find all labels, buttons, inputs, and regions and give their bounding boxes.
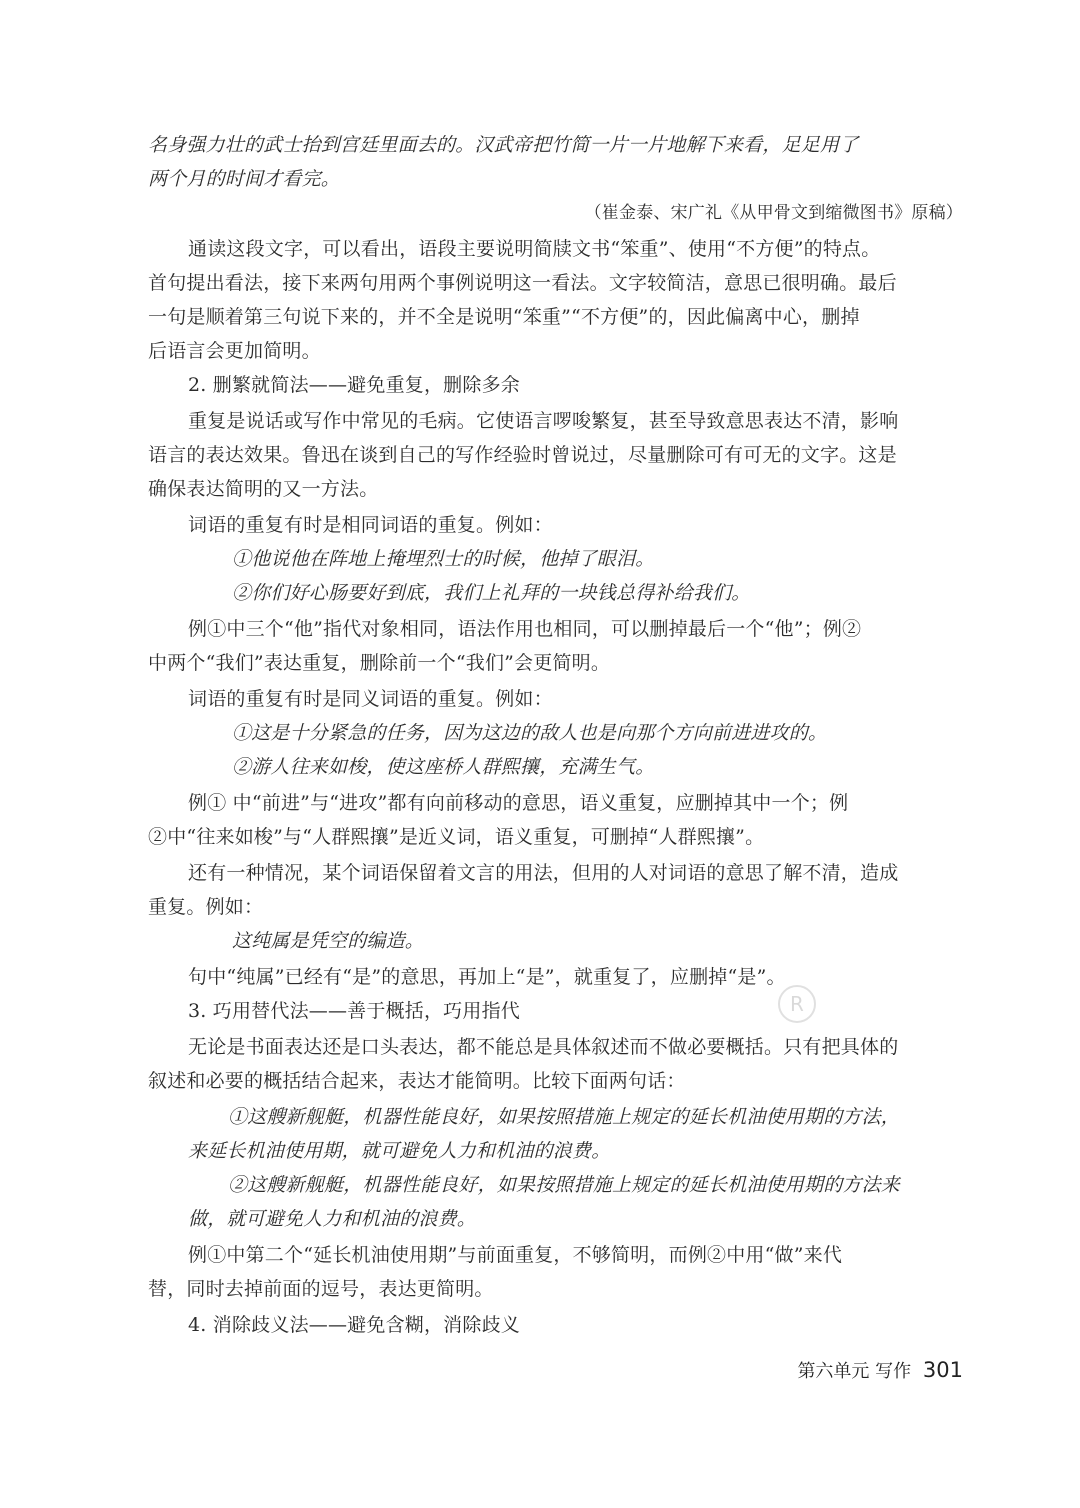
paragraph-line: 替，同时去掉前面的逗号，表达更简明。 bbox=[148, 1278, 494, 1300]
example-line: ②你们好心肠要好到底，我们上礼拜的一块钱总得补给我们。 bbox=[232, 582, 751, 604]
paragraph-line: 重复是说话或写作中常见的毛病。它使语言啰唆繁复，甚至导致意思表达不清，影响 bbox=[188, 410, 899, 432]
paragraph-line: 通读这段文字，可以看出，语段主要说明简牍文书“笨重”、使用“不方便”的特点。 bbox=[188, 238, 881, 260]
source-citation: （崔金泰、宋广礼《从甲骨文到缩微图书》原稿） bbox=[584, 203, 963, 223]
section-heading: 3. 巧用替代法——善于概括，巧用指代 bbox=[188, 1000, 520, 1022]
paragraph-line: 中两个“我们”表达重复，删除前一个“我们”会更简明。 bbox=[148, 652, 611, 674]
paragraph-line: 一句是顺着第三句说下来的，并不全是说明“笨重”“不方便”的，因此偏离中心，删掉 bbox=[148, 306, 860, 328]
paragraph-line: 例① 中“前进”与“进攻”都有向前移动的意思，语义重复，应删掉其中一个；例 bbox=[188, 792, 849, 814]
paragraph-line: 词语的重复有时是同义词语的重复。例如： bbox=[188, 688, 553, 710]
section-heading: 4. 消除歧义法——避免含糊，消除歧义 bbox=[188, 1314, 520, 1336]
paragraph-line: 语言的表达效果。鲁迅在谈到自己的写作经验时曾说过，尽量删除可有可无的文字。这是 bbox=[148, 444, 897, 466]
paragraph-line: 叙述和必要的概括结合起来，表达才能简明。比较下面两句话： bbox=[148, 1070, 686, 1092]
example-line: 来延长机油使用期，就可避免人力和机油的浪费。 bbox=[188, 1140, 611, 1162]
paragraph-line: 词语的重复有时是相同词语的重复。例如： bbox=[188, 514, 553, 536]
paragraph-line: 例①中第二个“延长机油使用期”与前面重复，不够简明，而例②中用“做”来代 bbox=[188, 1244, 843, 1266]
paragraph-line: 确保表达简明的又一方法。 bbox=[148, 478, 379, 500]
textbook-page bbox=[148, 128, 963, 1378]
page-number: 301 bbox=[922, 1358, 963, 1382]
text-line: 两个月的时间才看完。 bbox=[148, 168, 341, 190]
example-line: ②这艘新舰艇，机器性能良好，如果按照措施上规定的延长机油使用期的方法来 bbox=[228, 1174, 901, 1196]
example-line: 这纯属是凭空的编造。 bbox=[232, 930, 425, 952]
publisher-watermark bbox=[510, 985, 830, 1155]
paragraph-line: 句中“纯属”已经有“是”的意思，再加上“是”，就重复了，应删掉“是”。 bbox=[188, 966, 786, 988]
paragraph-line: 还有一种情况，某个词语保留着文言的用法，但用的人对词语的意思了解不清，造成 bbox=[188, 862, 899, 884]
example-line: ①他说他在阵地上掩埋烈士的时候，他掉了眼泪。 bbox=[232, 548, 655, 570]
text-line: 名身强力壮的武士抬到宫廷里面去的。汉武帝把竹简一片一片地解下来看，足足用了 bbox=[148, 134, 859, 156]
paragraph-line: 重复。例如： bbox=[148, 896, 264, 918]
example-line: 做，就可避免人力和机油的浪费。 bbox=[188, 1208, 477, 1230]
paragraph-line: 首句提出看法，接下来两句用两个事例说明这一看法。文字较简洁，意思已很明确。最后 bbox=[148, 272, 897, 294]
paragraph-line: 后语言会更加简明。 bbox=[148, 340, 321, 362]
paragraph-line: 例①中三个“他”指代对象相同，语法作用也相同，可以删掉最后一个“他”；例② bbox=[188, 618, 862, 640]
example-line: ②游人往来如梭，使这座桥人群熙攘，充满生气。 bbox=[232, 756, 655, 778]
footer-section-label: 第六单元 写作 bbox=[797, 1361, 912, 1382]
section-heading: 2. 删繁就简法——避免重复，删除多余 bbox=[188, 374, 520, 396]
example-line: ①这是十分紧急的任务，因为这边的敌人也是向那个方向前进进攻的。 bbox=[232, 722, 828, 744]
paragraph-line: 无论是书面表达还是口头表达，都不能总是具体叙述而不做必要概括。只有把具体的 bbox=[188, 1036, 899, 1058]
paragraph-line: ②中“往来如梭”与“人群熙攘”是近义词，语义重复，可删掉“人群熙攘”。 bbox=[148, 826, 765, 848]
page-footer bbox=[148, 1350, 963, 1390]
example-line: ①这艘新舰艇，机器性能良好，如果按照措施上规定的延长机油使用期的方法， bbox=[228, 1106, 901, 1128]
registered-mark-icon: R bbox=[778, 985, 816, 1023]
